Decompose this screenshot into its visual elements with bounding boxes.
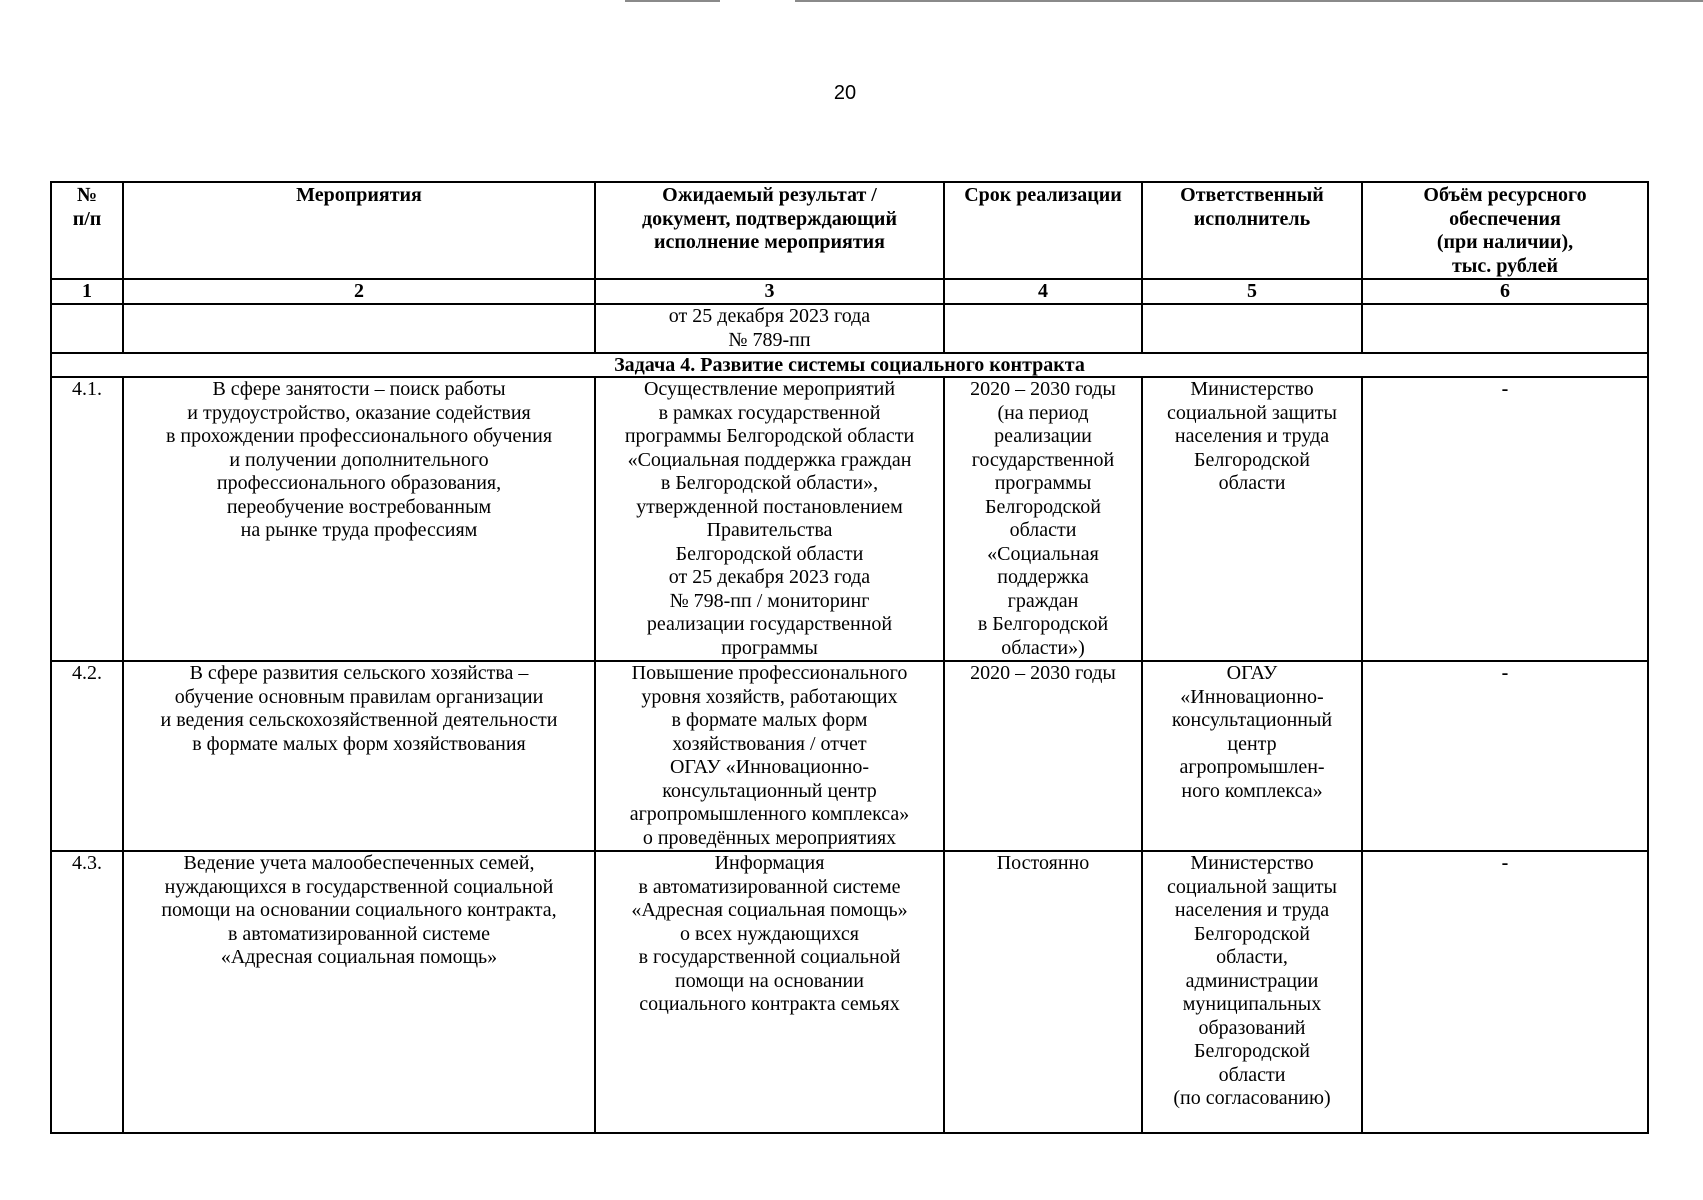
header-activity: Мероприятия [123,182,595,279]
continuation-result: от 25 декабря 2023 года № 789-пп [595,304,944,353]
funding-cell: - [1362,661,1648,851]
header-executor: Ответственный исполнитель [1142,182,1362,279]
row-number: 4.1. [51,377,123,661]
activity-cell: В сфере занятости – поиск работы и трудоустройство, оказание содействия в прохождении профессионального обучения и получении дополнительного профессионального образования, переобучение востребованным на рынке труда профессиям [123,377,595,661]
executor-cell: Министерство социальной защиты населения и труда Белгородской области [1142,377,1362,661]
term-cell: 2020 – 2030 годы (на период реализации государственной программы Белгородской области «Социальная поддержка граждан в Белгородской области») [944,377,1142,661]
column-number: 6 [1362,279,1648,304]
activity-cell: Ведение учета малообеспеченных семей, нуждающихся в государственной социальной помощи на основании социального контракта, в автоматизированной системе «Адресная социальная помощь» [123,851,595,1133]
scan-line-right [795,0,1703,2]
empty-cell [944,304,1142,353]
empty-cell [123,304,595,353]
row-number: 4.3. [51,851,123,1133]
task-row [51,353,1648,377]
table-row [51,661,1648,851]
column-number: 5 [1142,279,1362,304]
header-row [51,182,1648,279]
term-cell: 2020 – 2030 годы [944,661,1142,851]
column-numbers-row [51,279,1648,304]
result-cell: Информация в автоматизированной системе «Адресная социальная помощь» о всех нуждающихся в государственной социальной помощи на основании социального контракта семьях [595,851,944,1133]
column-number: 3 [595,279,944,304]
empty-cell [51,304,123,353]
continuation-row [51,304,1648,353]
row-number: 4.2. [51,661,123,851]
page-number: 20 [833,82,857,104]
measures-table [50,181,1649,1134]
term-cell: Постоянно [944,851,1142,1133]
result-cell: Осуществление мероприятий в рамках государственной программы Белгородской области «Социальная поддержка граждан в Белгородской области», утвержденной постановлением Правительства Белгородской области от 25 декабря 2023 года № 798-пп / мониторинг реализации государственной программы [595,377,944,661]
header-funding: Объём ресурсного обеспечения (при наличии), тыс. рублей [1362,182,1648,279]
table-row [51,851,1648,1133]
executor-cell: ОГАУ «Инновационно- консультационный центр агропромышлен- ного комплекса» [1142,661,1362,851]
header-result: Ожидаемый результат / документ, подтверждающий исполнение мероприятия [595,182,944,279]
header-number: № п/п [51,182,123,279]
empty-cell [1362,304,1648,353]
executor-cell: Министерство социальной защиты населения и труда Белгородской области, администрации муниципальных образований Белгородской области (по согласованию) [1142,851,1362,1133]
funding-cell: - [1362,851,1648,1133]
task-title: Задача 4. Развитие системы социального контракта [51,353,1648,377]
scan-line-left [625,0,720,2]
funding-cell: - [1362,377,1648,661]
column-number: 4 [944,279,1142,304]
result-cell: Повышение профессионального уровня хозяйств, работающих в формате малых форм хозяйствования / отчет ОГАУ «Инновационно- консультационный центр агропромышленного комплекса» о проведённых мероприятиях [595,661,944,851]
table-row [51,377,1648,661]
empty-cell [1142,304,1362,353]
header-term: Срок реализации [944,182,1142,279]
column-number: 2 [123,279,595,304]
column-number: 1 [51,279,123,304]
activity-cell: В сфере развития сельского хозяйства – обучение основным правилам организации и ведения сельскохозяйственной деятельности в формате малых форм хозяйствования [123,661,595,851]
